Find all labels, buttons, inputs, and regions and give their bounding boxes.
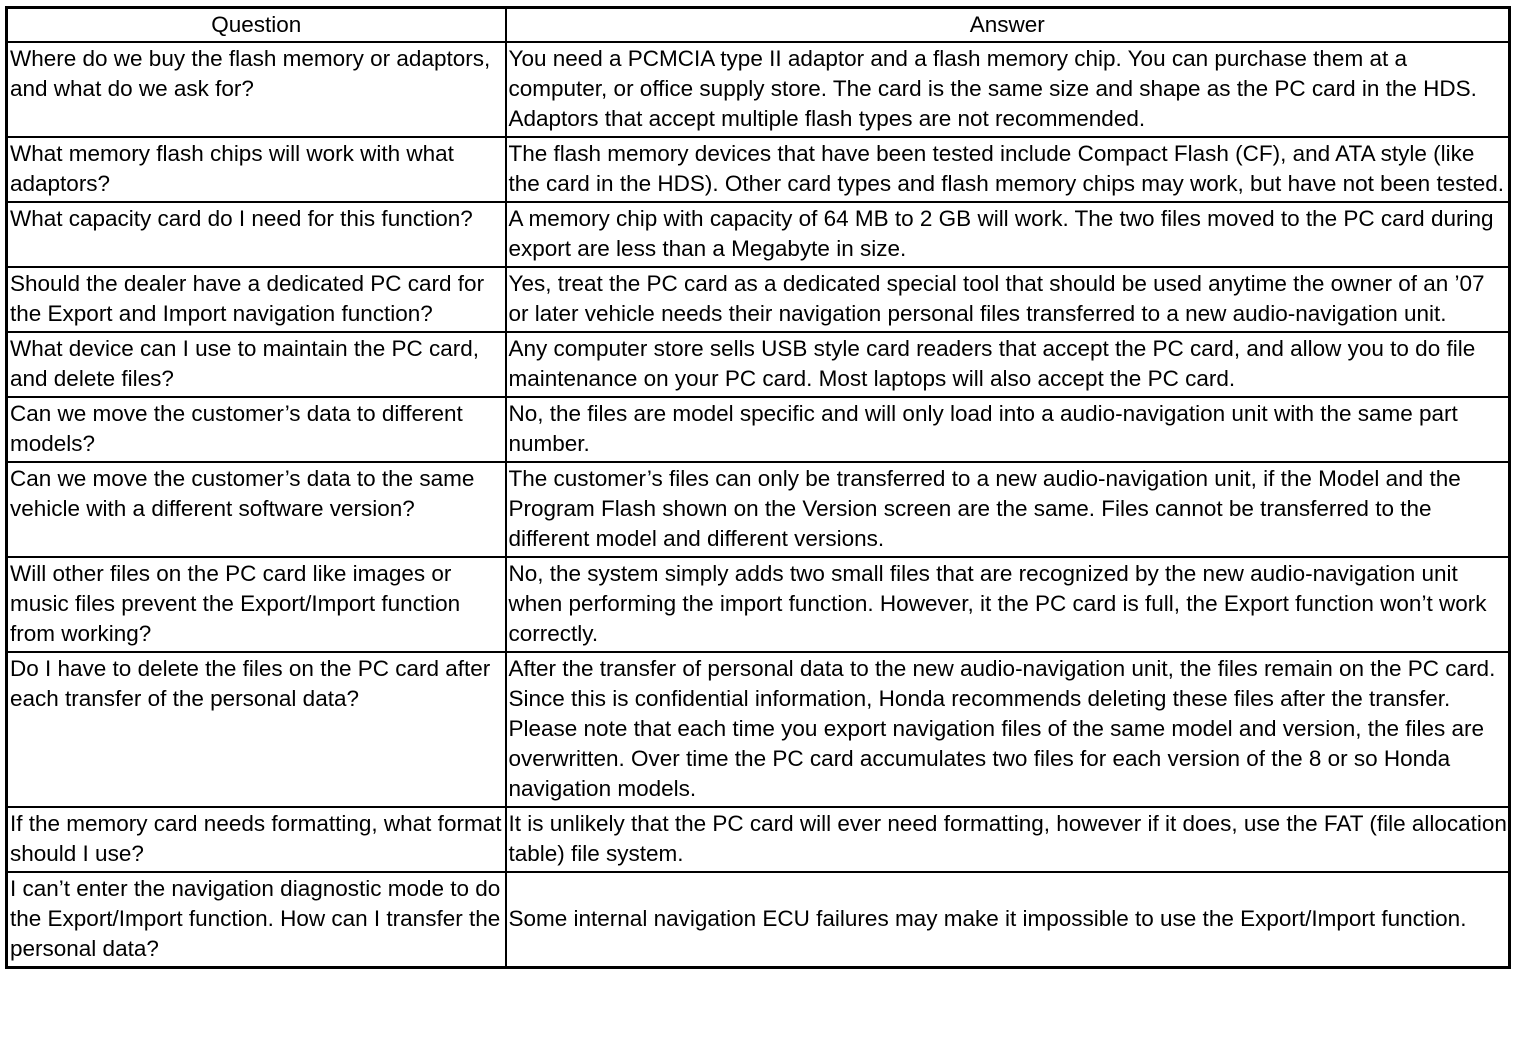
question-cell: Where do we buy the flash memory or adaptors, and what do we ask for? (7, 42, 506, 137)
answer-cell: No, the system simply adds two small files that are recognized by the new audio-navigation unit when performing the import function. However, it the PC card is full, the Export function won’t work correctly. (506, 557, 1510, 652)
table-row (7, 332, 1510, 397)
answer-cell: A memory chip with capacity of 64 MB to 2 GB will work. The two files moved to the PC card during export are less than a Megabyte in size. (506, 202, 1510, 267)
answer-cell: No, the files are model specific and will only load into a audio-navigation unit with the same part number. (506, 397, 1510, 462)
table-row (7, 397, 1510, 462)
answer-cell: Some internal navigation ECU failures may make it impossible to use the Export/Import function. (506, 872, 1510, 968)
table-row (7, 872, 1510, 968)
table-row (7, 807, 1510, 872)
question-cell: Can we move the customer’s data to different models? (7, 397, 506, 462)
answer-cell: The customer’s files can only be transferred to a new audio-navigation unit, if the Model and the Program Flash shown on the Version screen are the same. Files cannot be transferred to the different model and different versions. (506, 462, 1510, 557)
question-column-header: Question (7, 8, 506, 43)
answer-cell: The flash memory devices that have been tested include Compact Flash (CF), and ATA style (like the card in the HDS). Other card types and flash memory chips may work, but have not been tested. (506, 137, 1510, 202)
answer-cell: It is unlikely that the PC card will ever need formatting, however if it does, use the FAT (file allocation table) file system. (506, 807, 1510, 872)
question-cell: Will other files on the PC card like images or music files prevent the Export/Import function from working? (7, 557, 506, 652)
table-row (7, 557, 1510, 652)
question-cell: I can’t enter the navigation diagnostic mode to do the Export/Import function. How can I transfer the personal data? (7, 872, 506, 968)
table-row (7, 462, 1510, 557)
table-row (7, 652, 1510, 807)
table-row (7, 267, 1510, 332)
question-cell: Can we move the customer’s data to the same vehicle with a different software version? (7, 462, 506, 557)
question-cell: What memory flash chips will work with what adaptors? (7, 137, 506, 202)
question-cell: What device can I use to maintain the PC card, and delete files? (7, 332, 506, 397)
question-cell: What capacity card do I need for this function? (7, 202, 506, 267)
answer-cell: Yes, treat the PC card as a dedicated special tool that should be used anytime the owner of an ’07 or later vehicle needs their navigation personal files transferred to a new audio-navigation unit. (506, 267, 1510, 332)
faq-table (5, 6, 1511, 969)
question-cell: If the memory card needs formatting, what format should I use? (7, 807, 506, 872)
question-cell: Do I have to delete the files on the PC card after each transfer of the personal data? (7, 652, 506, 807)
header-row (7, 8, 1510, 43)
answer-cell: Any computer store sells USB style card readers that accept the PC card, and allow you to do file maintenance on your PC card. Most laptops will also accept the PC card. (506, 332, 1510, 397)
answer-column-header: Answer (506, 8, 1510, 43)
table-row (7, 202, 1510, 267)
question-cell: Should the dealer have a dedicated PC card for the Export and Import navigation function? (7, 267, 506, 332)
table-row (7, 42, 1510, 137)
answer-cell: After the transfer of personal data to the new audio-navigation unit, the files remain on the PC card. Since this is confidential information, Honda recommends deleting these files after the transfer. Please note that each time you export navigation files of the same model and version, the files are overwritten. Over time the PC card accumulates two files for each version of the 8 or so Honda navigation models. (506, 652, 1510, 807)
answer-cell: You need a PCMCIA type II adaptor and a flash memory chip. You can purchase them at a computer, or office supply store. The card is the same size and shape as the PC card in the HDS. Adaptors that accept multiple flash types are not recommended. (506, 42, 1510, 137)
table-row (7, 137, 1510, 202)
